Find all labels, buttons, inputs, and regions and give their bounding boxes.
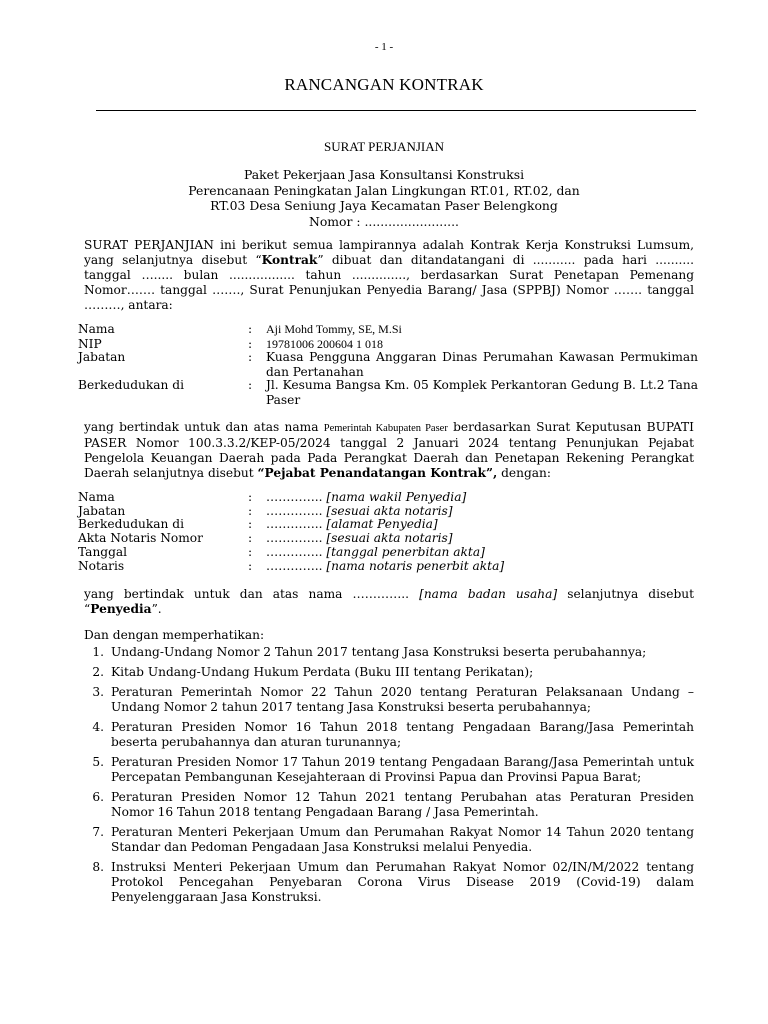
intro-bold-term: Kontrak (261, 253, 318, 267)
placeholder-hint: [nama wakil Penyedia] (326, 490, 467, 504)
second-party-row (78, 531, 698, 546)
field-label: Berkedudukan di (78, 378, 184, 392)
placeholder-dots: ………….. (266, 504, 323, 518)
field-label: NIP (78, 337, 102, 351)
contract-number-line: Nomor : ........................ (308, 213, 459, 229)
list-item (84, 685, 694, 715)
first-party-row (78, 322, 698, 337)
considering-intro: Dan dengan memperhatikan: (84, 628, 265, 642)
list-item-number: 7. (92, 825, 104, 839)
first-party-row (78, 378, 698, 407)
placeholder-hint: [tanggal penerbitan akta] (326, 545, 485, 559)
field-label: Nama (78, 322, 115, 336)
intro-paragraph (84, 238, 694, 313)
field-label: Jabatan (78, 504, 126, 518)
acting-text: ”. (151, 602, 162, 616)
second-party-row (78, 545, 698, 560)
acting-text: selanjutnya disebut “ (84, 587, 694, 616)
document-title: RANCANGAN KONTRAK (284, 75, 484, 94)
placeholder-hint: [alamat Penyedia] (326, 517, 438, 531)
intro-text: SURAT PERJANJIAN ini berikut semua lampirannya adalah Kontrak Kerja Konstruksi Lumsum, yang selanjutnya disebut “ (84, 238, 694, 267)
list-item-number: 1. (92, 645, 104, 659)
placeholder-dots: ………….. (266, 531, 323, 545)
field-colon: : (248, 378, 253, 392)
field-label: Berkedudukan di (78, 517, 184, 531)
field-label: Notaris (78, 559, 125, 573)
field-label: Akta Notaris Nomor (78, 531, 203, 545)
acting-paragraph-1 (84, 420, 694, 481)
field-colon: : (248, 337, 253, 351)
acting-government-name: Pemerintah Kabupaten Paser (323, 423, 448, 434)
list-item (84, 645, 694, 660)
placeholder-hint: [sesuai akta notaris] (326, 531, 453, 545)
considering-list (84, 645, 694, 910)
list-item-number: 2. (92, 665, 104, 679)
list-item (84, 790, 694, 820)
field-value: Kuasa Pengguna Anggaran Dinas Perumahan Kawasan Permukiman dan Pertanahan (266, 350, 698, 379)
field-label: Nama (78, 490, 115, 504)
list-item-number: 8. (92, 860, 104, 874)
field-label: Tanggal (78, 545, 128, 559)
acting-bold-term: “Pejabat Penandatangan Kontrak”, (257, 466, 498, 480)
placeholder-dots: ………….. (266, 517, 323, 531)
package-line: Paket Pekerjaan Jasa Konsultansi Konstruksi (243, 167, 525, 182)
list-item-text: Peraturan Presiden Nomor 12 Tahun 2021 tentang Perubahan atas Peraturan Presiden Nomor 16 Tahun 2018 tentang Pengadaan Barang / Jasa Pemerintah. (111, 790, 694, 819)
page-number: - 1 - (374, 41, 394, 53)
list-item-number: 3. (92, 685, 104, 699)
acting-text: yang bertindak untuk dan atas nama ………….. (84, 587, 420, 601)
placeholder-dots: ………….. (266, 545, 323, 559)
field-value (266, 517, 698, 532)
list-item-text: Peraturan Presiden Nomor 16 Tahun 2018 tentang Pengadaan Barang/Jasa Pemerintah beserta perubahannya dan aturan turunannya; (111, 720, 694, 749)
field-value (266, 545, 698, 560)
list-item-text: Peraturan Menteri Pekerjaan Umum dan Perumahan Rakyat Nomor 14 Tahun 2020 tentang Standar dan Pedoman Pengadaan Jasa Konstruksi melalui Penyedia. (111, 825, 694, 854)
acting-paragraph-2 (84, 587, 694, 617)
acting-text: dengan: (497, 466, 552, 480)
title-divider (96, 110, 696, 111)
field-colon: : (248, 559, 253, 573)
second-party-row (78, 490, 698, 505)
field-value: Aji Mohd Tommy, SE, M.Si (266, 322, 402, 336)
field-colon: : (248, 350, 253, 364)
list-item-number: 5. (92, 755, 104, 769)
document-subtitle: SURAT PERJANJIAN (323, 139, 445, 154)
field-value (266, 559, 698, 574)
list-item-text: Peraturan Pemerintah Nomor 22 Tahun 2020 tentang Peraturan Pelaksanaan Undang – Undang Nomor 2 tahun 2017 tentang Jasa Konstruksi beserta perubahannya; (111, 685, 694, 714)
acting-text: yang bertindak untuk dan atas nama (84, 420, 324, 434)
package-block (0, 167, 768, 229)
placeholder-hint: [nama notaris penerbit akta] (326, 559, 505, 573)
list-item-text: Instruksi Menteri Pekerjaan Umum dan Perumahan Rakyat Nomor 02/IN/M/2022 tentang Protokol Pencegahan Penyebaran Corona Virus Disease 2019 (Covid-19) dalam Penyelenggaraan Jasa Konstruksi. (111, 860, 694, 904)
list-item-text: Undang-Undang Nomor 2 Tahun 2017 tentang Jasa Konstruksi beserta perubahannya; (111, 645, 647, 659)
list-item (84, 720, 694, 750)
acting-bold-term: Penyedia (90, 602, 152, 616)
second-party-row (78, 517, 698, 532)
acting-text: berdasarkan Surat Keputusan BUPATI PASER Nomor 100.3.3.2/KEP-05/2024 tanggal 2 Januari 2024 tentang Penunjukan Pejabat Pengelola Keuangan Daerah pada Pada Perangkat Daerah dan Penetapan Rekening Perangkat Daerah selanjutnya disebut (84, 420, 694, 480)
placeholder-dots: ………….. (266, 559, 323, 573)
field-value (266, 531, 698, 546)
placeholder-dots: ………….. (266, 490, 323, 504)
field-colon: : (248, 545, 253, 559)
field-value: 19781006 200604 1 018 (266, 337, 383, 351)
list-item-text: Peraturan Presiden Nomor 17 Tahun 2019 tentang Pengadaan Barang/Jasa Pemerintah untuk Percepatan Pembangunan Kesejahteraan di Provinsi Papua dan Provinsi Papua Barat; (111, 755, 694, 784)
field-value: Jl. Kesuma Bangsa Km. 05 Komplek Perkantoran Gedung B. Lt.2 Tana Paser (266, 378, 698, 407)
placeholder-hint: [nama badan usaha] (419, 587, 558, 601)
field-colon: : (248, 504, 253, 518)
first-party-row (78, 350, 698, 379)
placeholder-hint: [sesuai akta notaris] (326, 504, 453, 518)
list-item (84, 825, 694, 855)
second-party-row (78, 559, 698, 574)
list-item (84, 755, 694, 785)
field-value (266, 490, 698, 505)
package-line: Perencanaan Peningkatan Jalan Lingkungan RT.01, RT.02, dan (188, 182, 580, 198)
list-item (84, 860, 694, 905)
field-colon: : (248, 531, 253, 545)
list-item-text: Kitab Undang-Undang Hukum Perdata (Buku III tentang Perikatan); (111, 665, 534, 679)
list-item-number: 6. (92, 790, 104, 804)
intro-text: ” dibuat dan ditandatangani di ........... pada hari .......... tanggal …..... bulan ................. tahun .............., berdasarkan Surat Penetapan Pemenang Nomor……. tanggal ……., Surat Penunjukan Penyedia Barang/ Jasa (SPPBJ) Nomor ……. tanggal ………, antara: (84, 253, 694, 312)
field-colon: : (248, 517, 253, 531)
field-colon: : (248, 322, 253, 336)
field-label: Jabatan (78, 350, 126, 364)
list-item-number: 4. (92, 720, 104, 734)
field-colon: : (248, 490, 253, 504)
package-line: RT.03 Desa Seniung Jaya Kecamatan Paser Belengkong (210, 198, 558, 213)
list-item (84, 665, 694, 680)
